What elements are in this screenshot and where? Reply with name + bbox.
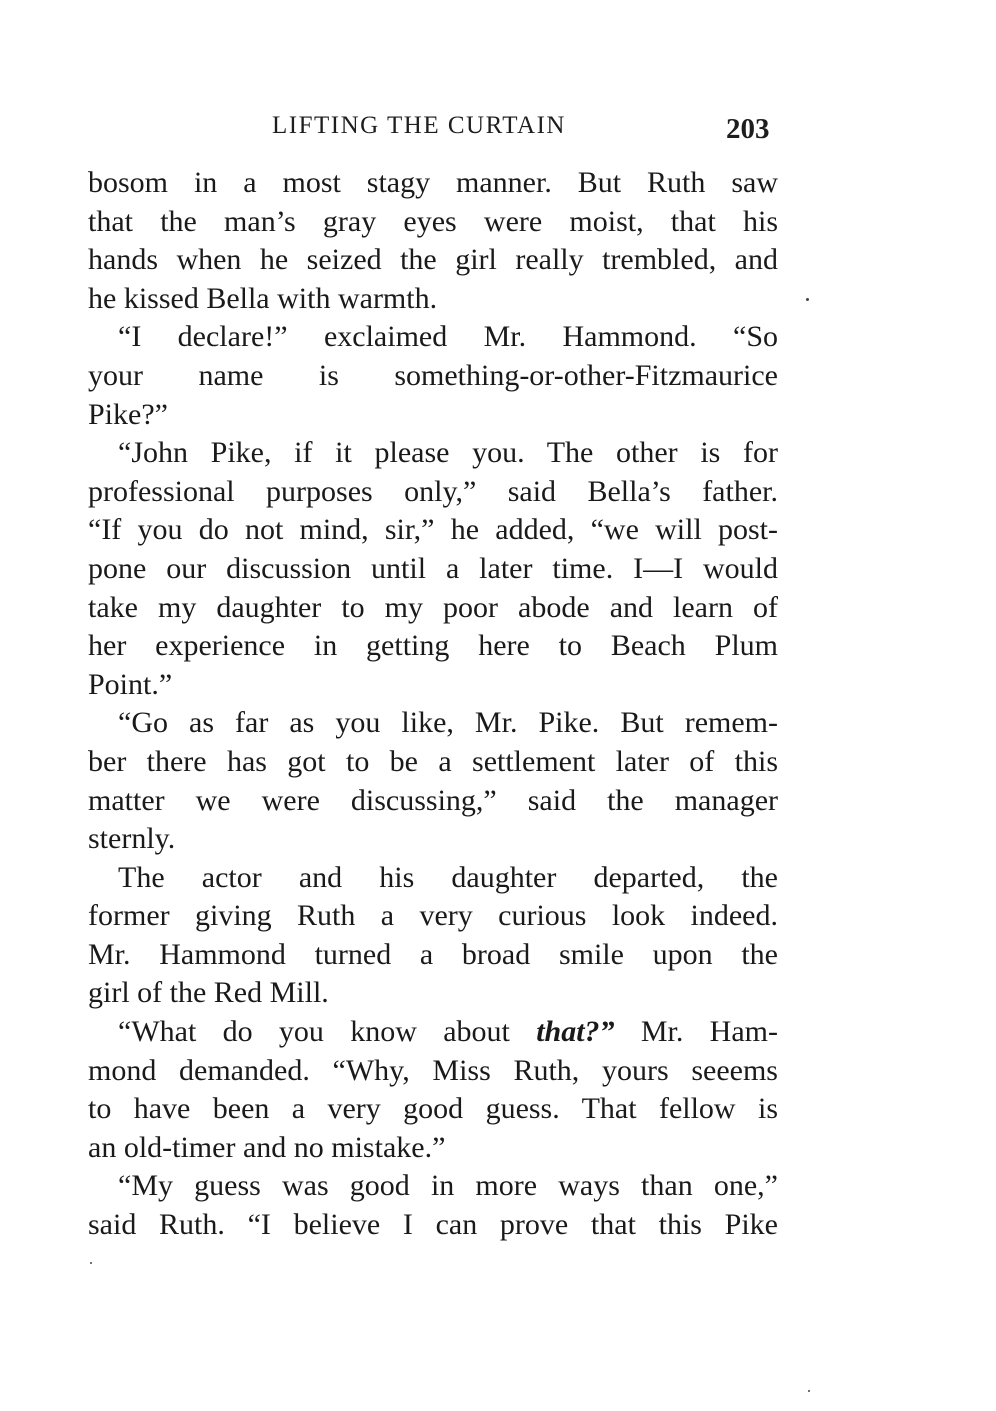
text-line: an old-timer and no mistake.”	[88, 1130, 446, 1164]
text-line: that the man’s gray eyes were moist, that his	[88, 204, 778, 238]
text-line: her experience in getting here to Beach Plum	[88, 629, 778, 663]
text-line: bosom in a most stagy manner. But Ruth saw	[88, 166, 778, 199]
body-text	[88, 164, 778, 1245]
text-line: professional purposes only,” said Bella’s father.	[88, 474, 778, 508]
text-line: Mr. Hammond turned a broad smile upon the	[88, 937, 778, 971]
text-line: hands when he seized the girl really trembled, and	[88, 243, 778, 277]
text-line: take my daughter to my poor abode and learn of	[88, 590, 778, 624]
text-line: girl of the Red Mill.	[88, 976, 329, 1010]
text-segment: “What do you know about	[118, 1015, 510, 1049]
text-line: sternly.	[88, 822, 176, 856]
text-segment: Mr. Ham-	[614, 1015, 778, 1049]
text-line: he kissed Bella with warmth.	[88, 281, 438, 315]
text-line: Pike?”	[88, 397, 168, 431]
text-line: “I declare!” exclaimed Mr. Hammond. “So	[118, 320, 778, 354]
page-number: 203	[726, 113, 770, 145]
text-line: “My guess was good in more ways than one,”	[118, 1169, 778, 1203]
text-line: former giving Ruth a very curious look indeed.	[88, 899, 778, 933]
emphasized-word: that?”	[536, 1015, 615, 1049]
text-line: to have been a very good guess. That fellow is	[88, 1092, 778, 1126]
text-line: Point.”	[88, 667, 173, 701]
scan-speck	[806, 298, 809, 301]
text-line: “Go as far as you like, Mr. Pike. But remem-	[118, 706, 778, 740]
running-title: LIFTING THE CURTAIN	[272, 112, 566, 139]
text-line: The actor and his daughter departed, the	[118, 860, 778, 894]
text-line: “If you do not mind, sir,” he added, “we will post-	[88, 513, 778, 547]
text-line: “John Pike, if it please you. The other is for	[118, 436, 778, 470]
text-line: pone our discussion until a later time. I—I would	[88, 551, 778, 585]
text-line: mond demanded. “Why, Miss Ruth, yours seeems	[88, 1053, 778, 1087]
text-line-with-emphasis	[88, 1013, 778, 1052]
text-line: ber there has got to be a settlement later of this	[88, 744, 778, 778]
text-line: said Ruth. “I believe I can prove that this Pike	[88, 1208, 778, 1242]
text-line: matter we were discussing,” said the manager	[88, 783, 778, 817]
scan-speck	[90, 1262, 92, 1264]
scan-speck	[808, 1390, 810, 1392]
text-line: your name is something-or-other-Fitzmaurice	[88, 358, 778, 392]
